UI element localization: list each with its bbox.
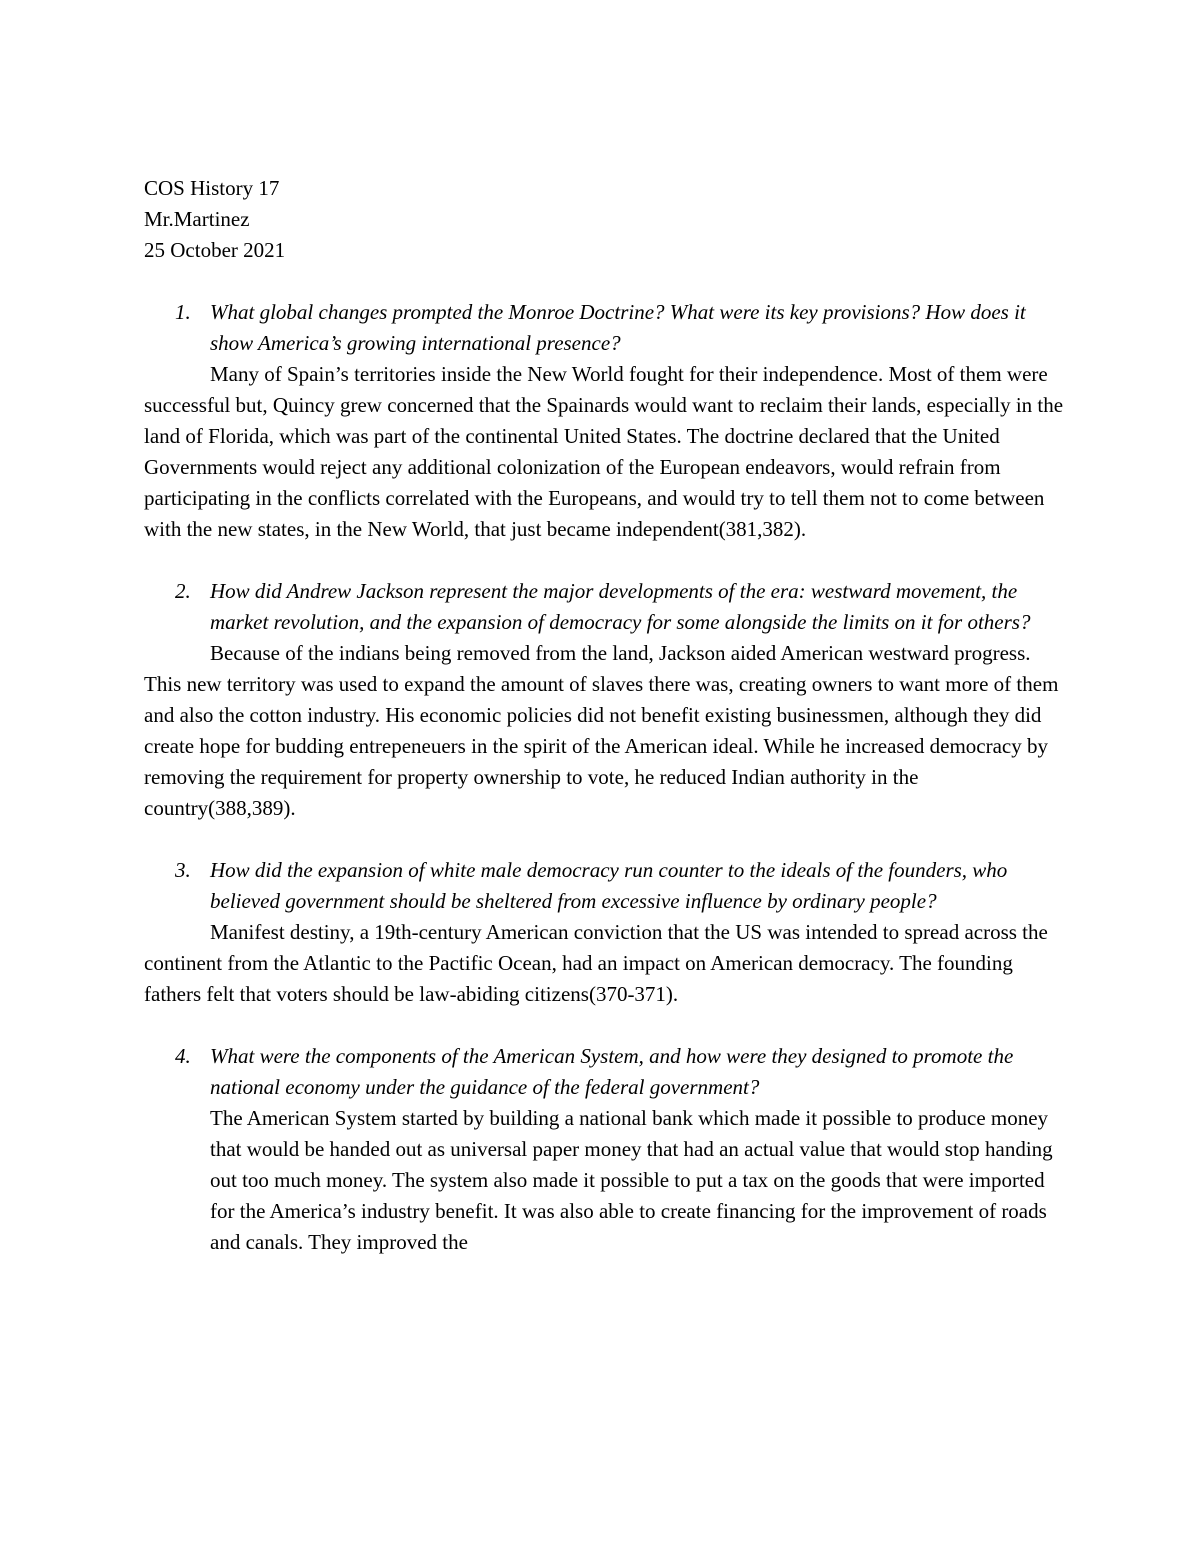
question-number: 2. [175, 579, 191, 603]
question-text: What global changes prompted the Monroe Doctrine? What were its key provisions? How does it show America’s growing international presence? [210, 300, 1026, 355]
document-header [144, 173, 1064, 266]
question-4 [144, 1041, 1064, 1103]
question-number: 4. [175, 1044, 191, 1068]
question-text: How did the expansion of white male democracy run counter to the ideals of the founders, who believed government should be sheltered from excessive influence by ordinary people? [210, 858, 1008, 913]
teacher-name: Mr.Martinez [144, 207, 250, 231]
course-name: COS History 17 [144, 176, 280, 200]
question-3 [144, 855, 1064, 917]
qa-item-3 [144, 855, 1064, 1010]
answer-3: Manifest destiny, a 19th-century American conviction that the US was intended to spread across the continent from the Atlantic to the Pactific Ocean, had an impact on American democracy. The founding fathers felt that voters should be law-abiding citizens(370-371). [144, 920, 1048, 1006]
qa-item-1 [144, 297, 1064, 545]
answer-1: Many of Spain’s territories inside the New World fought for their independence. Most of them were successful but, Quincy grew concerned that the Spainards would want to reclaim their lands, especially in the land of Florida, which was part of the continental United States. The doctrine declared that the United Governments would reject any additional colonization of the European endeavors, would refrain from participating in the conflicts correlated with the Europeans, and would try to tell them not to come between with the new states, in the New World, that just became independent(381,382). [144, 362, 1064, 541]
question-number: 1. [175, 300, 191, 324]
question-text: How did Andrew Jackson represent the major developments of the era: westward movement, the market revolution, and the expansion of democracy for some alongside the limits on it for others? [210, 579, 1031, 634]
question-text: What were the components of the American System, and how were they designed to promote the national economy under the guidance of the federal government? [210, 1044, 1014, 1099]
question-2 [144, 576, 1064, 638]
document-page [144, 173, 1064, 1289]
document-date: 25 October 2021 [144, 238, 286, 262]
qa-item-4 [144, 1041, 1064, 1258]
answer-4: The American System started by building a national bank which made it possible to produce money that would be handed out as universal paper money that had an actual value that would stop handing out too much money. The system also made it possible to put a tax on the goods that were imported for the America’s industry benefit. It was also able to create financing for the improvement of roads and canals. They improved the [210, 1106, 1053, 1254]
question-1 [144, 297, 1064, 359]
question-number: 3. [175, 858, 191, 882]
qa-item-2 [144, 576, 1064, 824]
answer-2: Because of the indians being removed from the land, Jackson aided American westward progress. This new territory was used to expand the amount of slaves there was, creating owners to want more of them and also the cotton industry. His economic policies did not benefit existing businessmen, although they did create hope for budding entrepeneuers in the spirit of the American ideal. While he increased democracy by removing the requirement for property ownership to vote, he reduced Indian authority in the country(388,389). [144, 641, 1059, 820]
